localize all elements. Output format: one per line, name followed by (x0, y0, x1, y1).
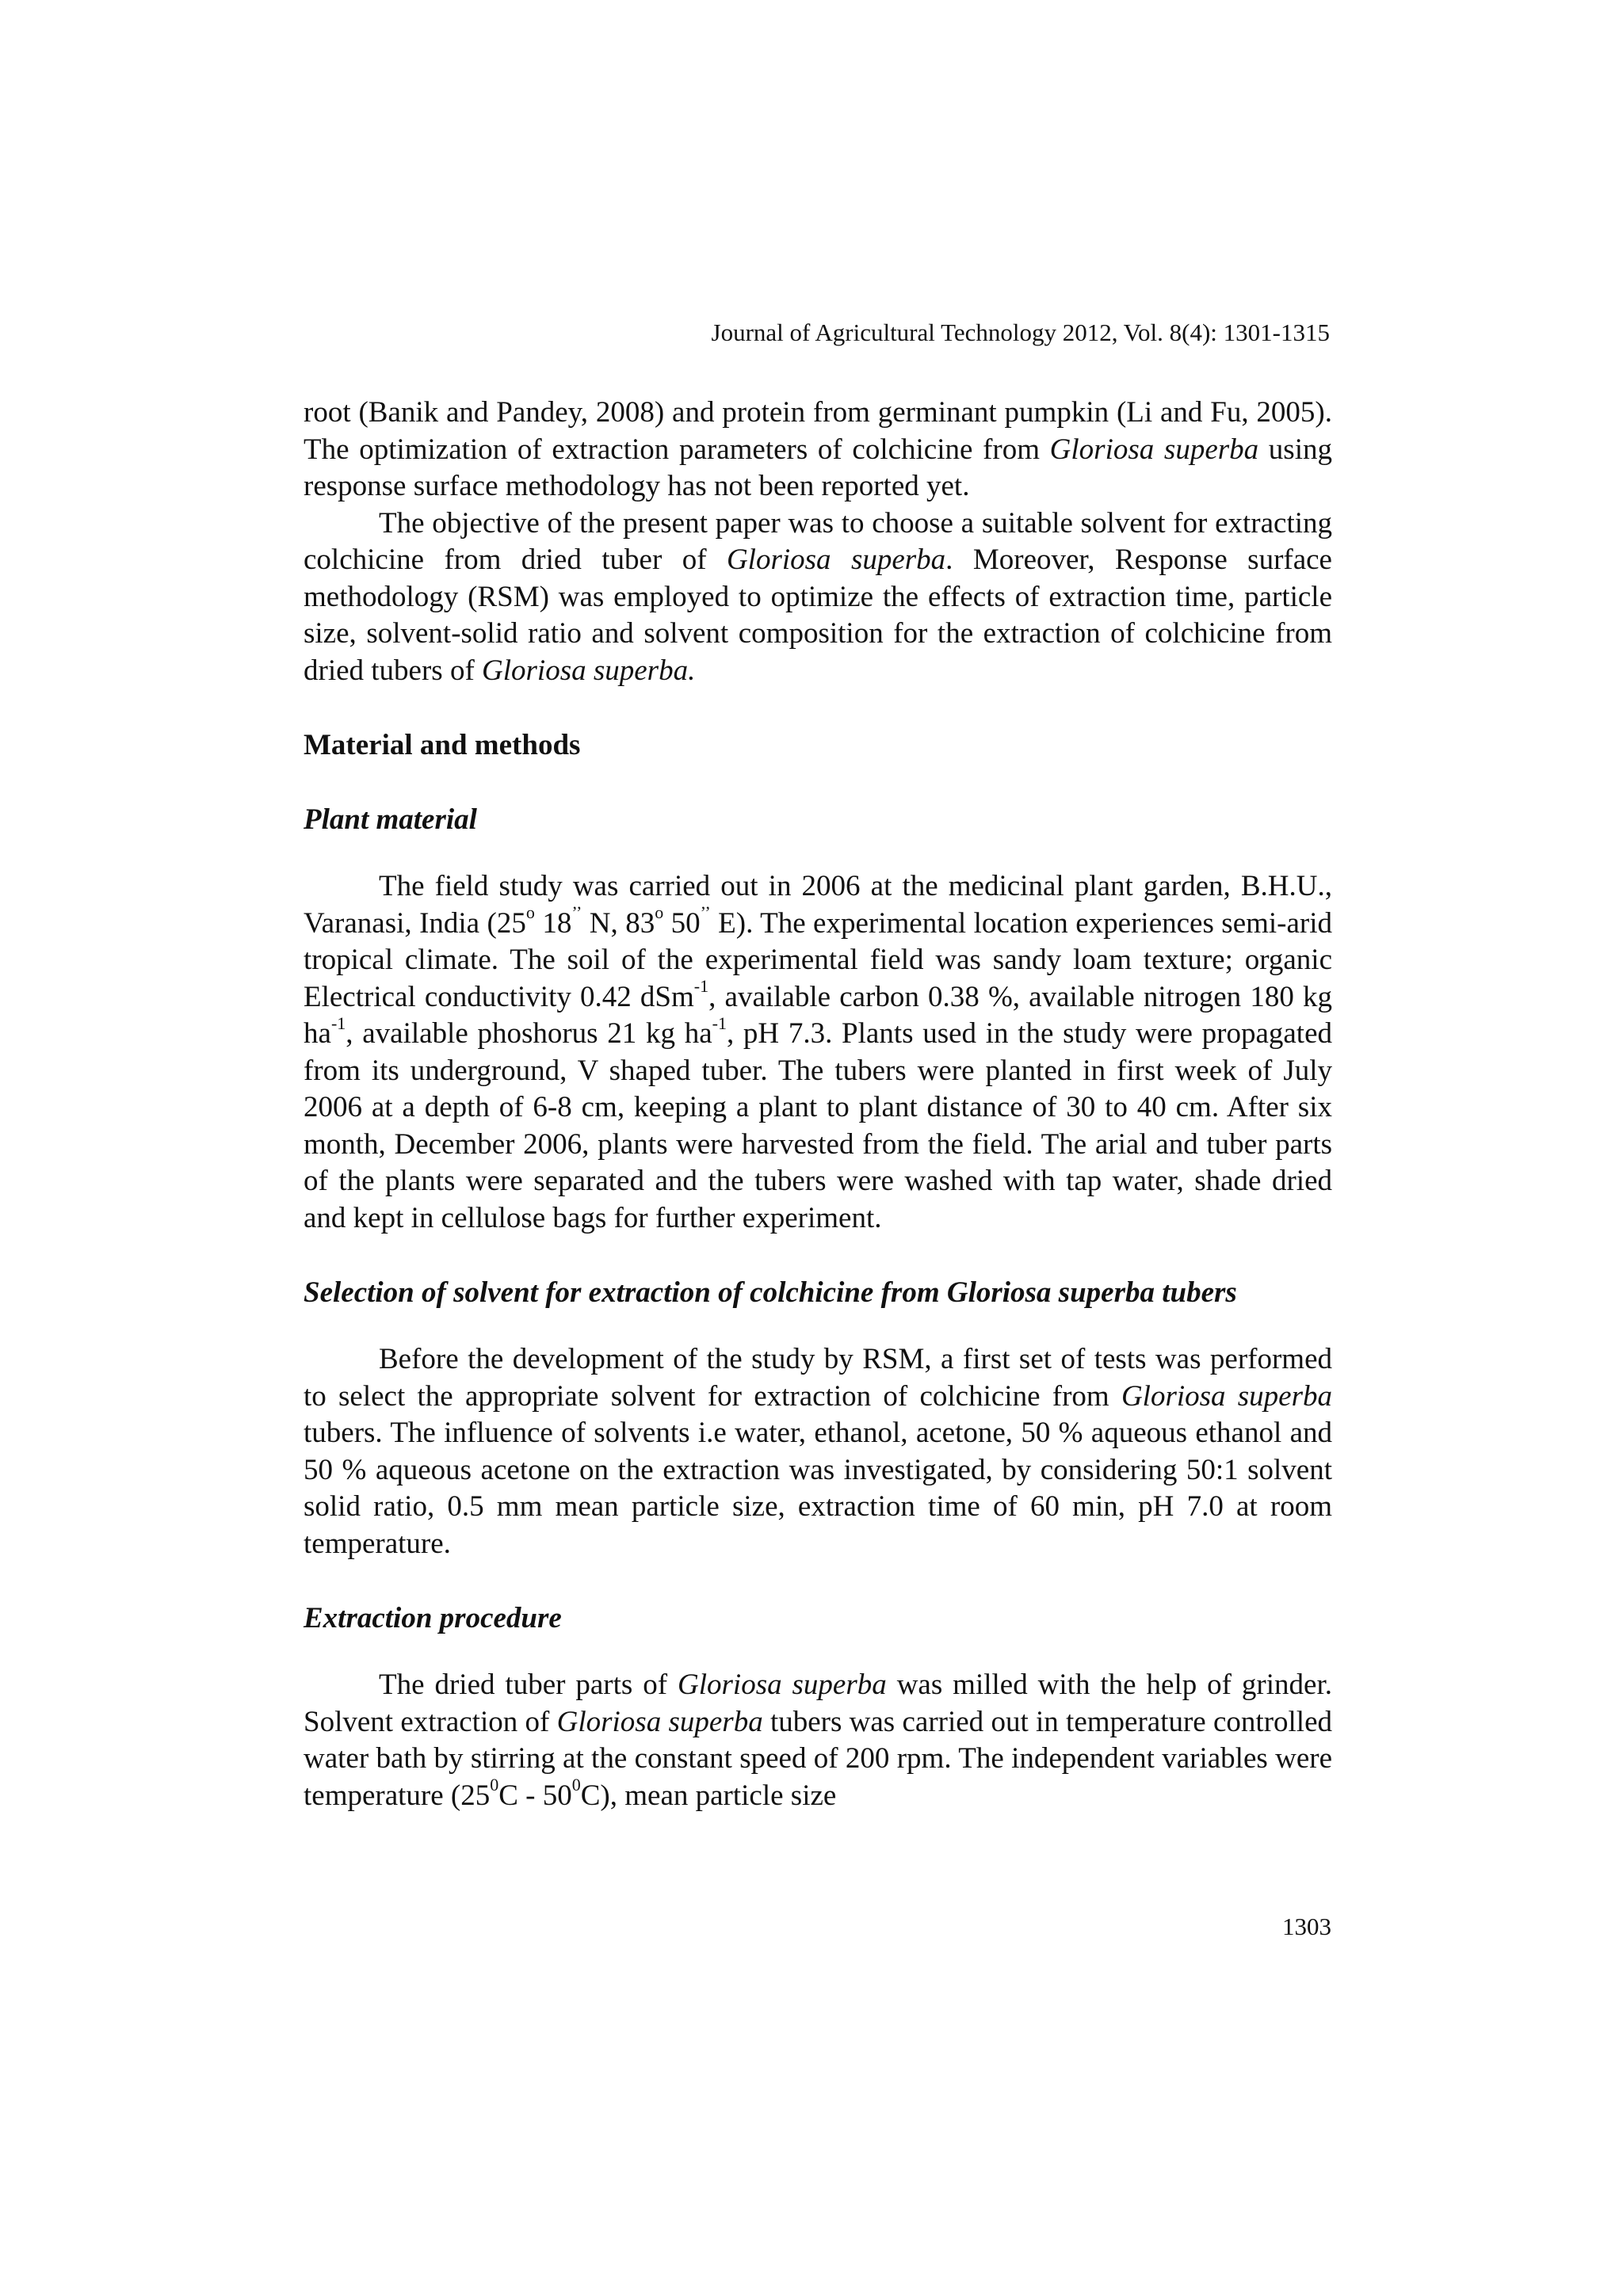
subsection-heading-extraction-procedure: Extraction procedure (304, 1602, 562, 1634)
section-heading-material-methods: Material and methods (304, 729, 581, 761)
solvent-selection-paragraph: Before the development of the study by RSM, a first set of tests was performed to select the appropriate solvent for extraction of colchicine from Gloriosa superba tubers. The influence of solvents i.e water, ethanol, acetone, 50 % aqueous ethanol and 50 % aqueous acetone on the extraction was investigated, by considering 50:1 solvent solid ratio, 0.5 mm mean particle size, extraction time of 60 min, pH 7.0 at room temperature. (304, 1343, 1332, 1560)
page-body (304, 395, 1332, 1814)
subsection-heading-solvent-selection: Selection of solvent for extraction of colchicine from Gloriosa superba tubers (304, 1276, 1237, 1309)
intro-paragraph-1: root (Banik and Pandey, 2008) and protein from germinant pumpkin (Li and Fu, 2005). The optimization of extraction parameters of colchicine from Gloriosa superba using response surface methodology has not been reported yet. (304, 396, 1332, 502)
subsection-heading-plant-material: Plant material (304, 803, 477, 836)
species-name: Gloriosa superba (1121, 1379, 1332, 1413)
running-head: Journal of Agricultural Technology 2012, Vol. 8(4): 1301-1315 (711, 318, 1330, 346)
species-name: Gloriosa superba (556, 1705, 763, 1738)
extraction-procedure-paragraph: The dried tuber parts of Gloriosa superba was milled with the help of grinder. Solvent extraction of Gloriosa superba tubers was carried out in temperature controlled water bath by stirring at the constant speed of 200 rpm. The independent variables were temperature $(25^0C - 50^0C)$, mean particle size (304, 1669, 1332, 1812)
species-name: Gloriosa superba (1049, 433, 1259, 466)
plant-material-paragraph: The field study was carried out in 2006 at the medicinal plant garden, B.H.U., Varanasi, India (25$^o$ 18’’ N, 83$^o$ 50’’ E). The experimental location experiences semi-arid tropical climate. The soil of the experimental field was sandy loam texture; organic Electrical conductivity 0.42 dSm$^{-1}$, available carbon 0.38 %, available nitrogen 180 kg $ha^{-1}$, available phoshorus 21 kg $ha^{-1}$, pH 7.3. Plants used in the study were propagated from its underground, V shaped tuber. The tubers were planted in first week of July 2006 at a depth of 6-8 cm, keeping a plant to plant distance of 30 to 40 cm. After six month, December 2006, plants were harvested from the field. The arial and tuber parts of the plants were separated and the tubers were washed with tap water, shade dried and kept in cellulose bags for further experiment. (304, 870, 1333, 1234)
species-name: Gloriosa superba (726, 543, 946, 576)
page-number: 1303 (1282, 1913, 1331, 1940)
intro-paragraph-2: The objective of the present paper was to choose a suitable solvent for extracting colchicine from dried tuber of Gloriosa superba. Moreover, Response surface methodology (RSM) was employed to optimize the effects of extraction time, particle size, solvent-solid ratio and solvent composition for the extraction of colchicine from dried tubers of Gloriosa superba. (304, 506, 1332, 687)
species-name: Gloriosa superba. (482, 654, 696, 687)
species-name: Gloriosa superba (678, 1669, 887, 1701)
